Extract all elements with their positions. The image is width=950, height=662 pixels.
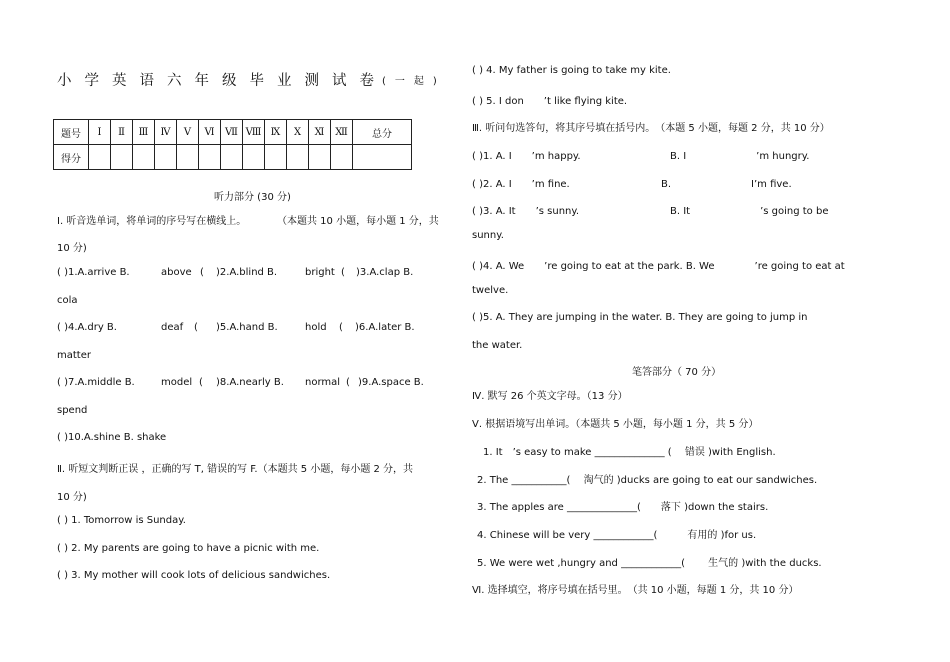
section3-item-b: B. It ’s going to be bbox=[670, 206, 829, 217]
section3-item-a: ( )3. A. It ’s sunny. bbox=[472, 206, 580, 217]
score-table-col: Ⅶ bbox=[221, 120, 243, 145]
section2-instruction-total: 10 分) bbox=[57, 492, 87, 503]
section2-item: ( ) 3. My mother will cook lots of delicious sandwiches. bbox=[57, 570, 331, 581]
section3-wrap: twelve. bbox=[472, 285, 509, 296]
section2-instruction: Ⅱ. 听短文判断正误 ，正确的写 T, 错误的写 F.（本题共 5 小题，每小题 2 分，共 bbox=[57, 464, 414, 475]
score-table-col: Ⅸ bbox=[265, 120, 287, 145]
score-table-col: Ⅵ bbox=[199, 120, 221, 145]
score-cell[interactable] bbox=[265, 145, 287, 170]
section3-item-b: B. I’m five. bbox=[661, 179, 792, 190]
score-table-header-row bbox=[54, 120, 412, 145]
section5-item: 2. The ___________( 淘气的 )ducks are going to eat our sandwiches. bbox=[477, 475, 818, 486]
score-cell[interactable] bbox=[133, 145, 155, 170]
score-cell[interactable] bbox=[287, 145, 309, 170]
section5-item: 1. It ’s easy to make ______________ ( 错误 )with English. bbox=[483, 447, 776, 458]
section5-item: 3. The apples are ______________( 落下 )down the stairs. bbox=[477, 502, 769, 513]
section5-instruction: Ⅴ. 根据语境写出单词。（本题共 5 小题，每小题 1 分，共 5 分） bbox=[472, 419, 759, 430]
section2-item: ( ) 5. I don ’t like flying kite. bbox=[472, 96, 628, 107]
exam-title: 小学英语六年级毕业测试卷 bbox=[57, 73, 387, 89]
score-table-col: Ⅳ bbox=[155, 120, 177, 145]
score-table-score-row bbox=[54, 145, 412, 170]
score-cell-total[interactable] bbox=[353, 145, 412, 170]
score-table-col: Ⅱ bbox=[111, 120, 133, 145]
score-cell[interactable] bbox=[155, 145, 177, 170]
score-table-col: Ⅹ bbox=[287, 120, 309, 145]
section5-item: 4. Chinese will be very ____________( 有用的 )for us. bbox=[477, 530, 757, 541]
exam-title-edition: (一起) bbox=[382, 76, 446, 87]
section3-item-a: ( )5. A. They are jumping in the water. B. They are going to jump in bbox=[472, 312, 808, 323]
section3-item-b: B. I ’m hungry. bbox=[670, 151, 810, 162]
score-table-col: Ⅴ bbox=[177, 120, 199, 145]
score-cell[interactable] bbox=[331, 145, 353, 170]
section3-instruction: Ⅲ. 听问句选答句，将其序号填在括号内。 （本题 5 小题，每题 2 分，共 10 分） bbox=[472, 123, 830, 134]
section6-instruction: Ⅵ. 选择填空，将序号填在括号里。 （共 10 小题，每题 1 分，共 10 分） bbox=[472, 585, 799, 596]
score-cell[interactable] bbox=[177, 145, 199, 170]
listening-header: 听力部分 (30 分) bbox=[214, 192, 291, 203]
section5-item: 5. We were wet ,hungry and ____________( 生气的 )with the ducks. bbox=[477, 558, 822, 569]
section1-line: ( )10.A.shine B. shake bbox=[57, 432, 167, 443]
score-cell[interactable] bbox=[111, 145, 133, 170]
score-table-col: Ⅷ bbox=[243, 120, 265, 145]
score-table bbox=[53, 119, 412, 170]
score-cell[interactable] bbox=[243, 145, 265, 170]
section1-wrap: cola bbox=[57, 295, 78, 306]
score-table-label-number: 题号 bbox=[54, 120, 89, 145]
score-table-col: Ⅺ bbox=[309, 120, 331, 145]
section1-wrap: matter bbox=[57, 350, 91, 361]
score-cell[interactable] bbox=[199, 145, 221, 170]
section3-item-a: ( )2. A. I ’m fine. bbox=[472, 179, 570, 190]
written-header: 笔答部分（ 70 分） bbox=[632, 367, 722, 378]
score-cell[interactable] bbox=[221, 145, 243, 170]
score-cell[interactable] bbox=[309, 145, 331, 170]
section2-item: ( ) 2. My parents are going to have a picnic with me. bbox=[57, 543, 320, 554]
section3-wrap: sunny. bbox=[472, 230, 504, 241]
section2-item: ( ) 1. Tomorrow is Sunday. bbox=[57, 515, 186, 526]
section2-item: ( ) 4. My father is going to take my kite. bbox=[472, 65, 671, 76]
section4-instruction: Ⅳ. 默写 26 个英文字母。（13 分） bbox=[472, 391, 628, 402]
score-table-col: Ⅰ bbox=[89, 120, 111, 145]
score-cell[interactable] bbox=[89, 145, 111, 170]
section3-wrap: the water. bbox=[472, 340, 523, 351]
score-table-label-score: 得分 bbox=[54, 145, 89, 170]
section1-wrap: spend bbox=[57, 405, 88, 416]
score-table-col: Ⅲ bbox=[133, 120, 155, 145]
section1-instruction: Ⅰ. 听音选单词，将单词的序号写在横线上。 bbox=[57, 216, 247, 227]
section3-item-a: ( )4. A. We ’re going to eat at the park. B. We ’re going to eat at bbox=[472, 261, 845, 272]
score-table-col: Ⅻ bbox=[331, 120, 353, 145]
section3-item-a: ( )1. A. I ’m happy. bbox=[472, 151, 581, 162]
section1-instruction-points: （本题共 10 小题，每小题 1 分，共 bbox=[277, 216, 439, 227]
score-table-total: 总分 bbox=[353, 120, 412, 145]
section1-instruction-total: 10 分) bbox=[57, 243, 87, 254]
